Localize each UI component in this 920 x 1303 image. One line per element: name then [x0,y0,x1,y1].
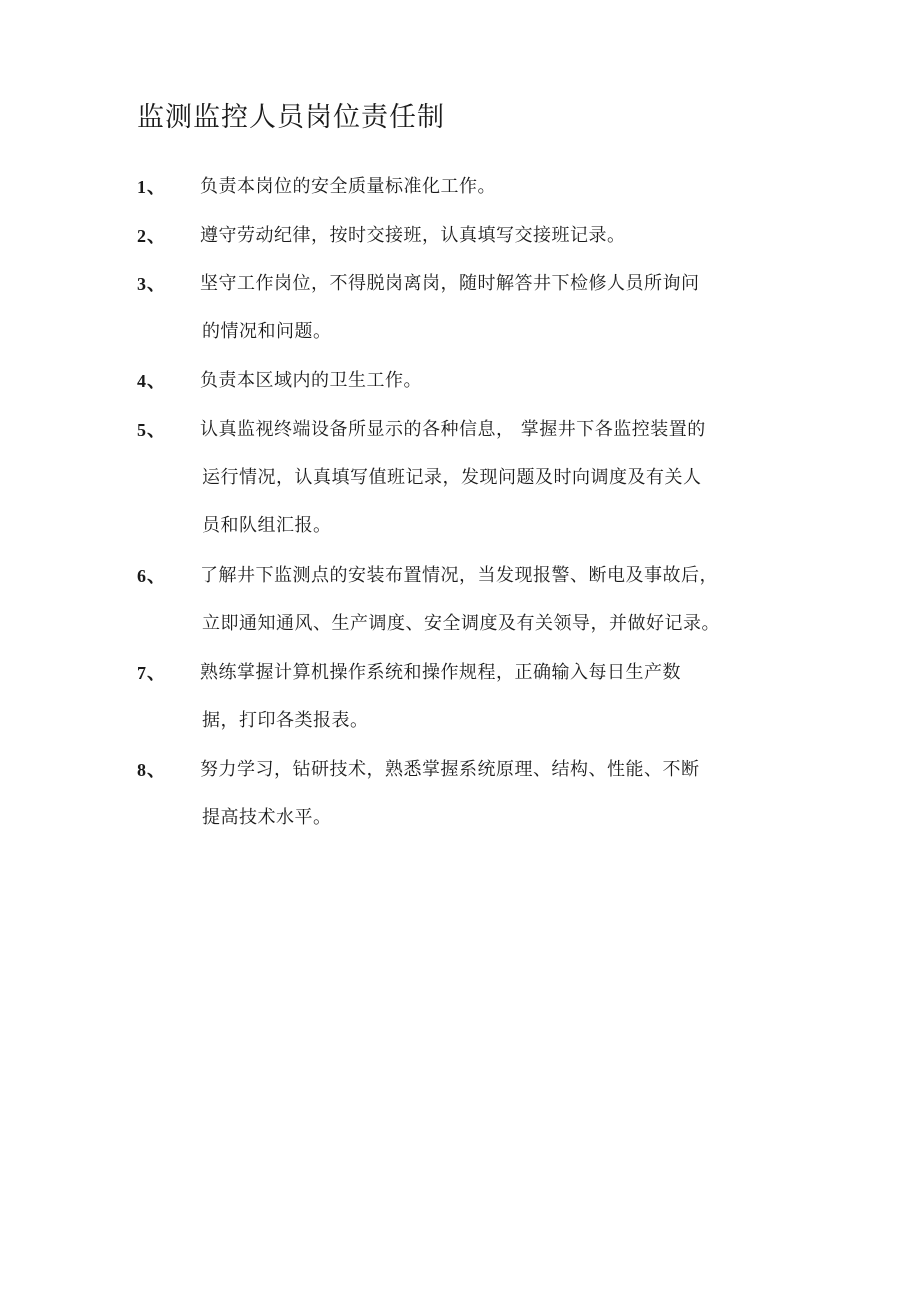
item-text [200,649,780,745]
item-line: 认真监视终端设备所显示的各种信息， 掌握井下各监控装置的 [200,419,706,440]
item-line: 提高技术水平。 [202,807,332,828]
item-line: 努力学习，钻研技术，熟悉掌握系统原理、结构、性能、不断 [200,759,700,780]
item-line: 负责本区域内的卫生工作。 [200,370,422,391]
item-line: 遵守劳动纪律，按时交接班，认真填写交接班记录。 [200,225,626,246]
item-number: 6、 [137,566,166,586]
item-number: 1、 [137,177,166,197]
item-line: 据，打印各类报表。 [202,710,369,731]
item-line: 的情况和问题。 [202,321,332,342]
item-text [200,260,780,356]
item-number: 7、 [137,663,166,683]
page-title: 监测监控人员岗位责任制 [137,102,445,133]
item-line: 熟练掌握计算机操作系统和操作规程，正确输入每日生产数 [200,662,681,683]
item-text [200,357,780,405]
item-text [200,552,780,648]
item-number: 2、 [137,226,166,246]
item-line: 运行情况，认真填写值班记录，发现问题及时向调度及有关人 [202,467,702,488]
item-line: 了解井下监测点的安装布置情况，当发现报警、断电及事故后， [200,565,718,586]
item-line: 立即通知通风、生产调度、安全调度及有关领导，并做好记录。 [202,613,720,634]
item-line: 负责本岗位的安全质量标准化工作。 [200,176,496,197]
item-line: 员和队组汇报。 [202,515,332,536]
item-text [200,406,780,550]
item-number: 5、 [137,420,166,440]
item-number: 4、 [137,371,166,391]
item-text [200,212,780,260]
item-line: 坚守工作岗位，不得脱岗离岗，随时解答井下检修人员所询问 [200,273,700,294]
item-number: 8、 [137,760,166,780]
item-text [200,163,780,211]
item-number: 3、 [137,274,166,294]
item-text [200,746,780,842]
